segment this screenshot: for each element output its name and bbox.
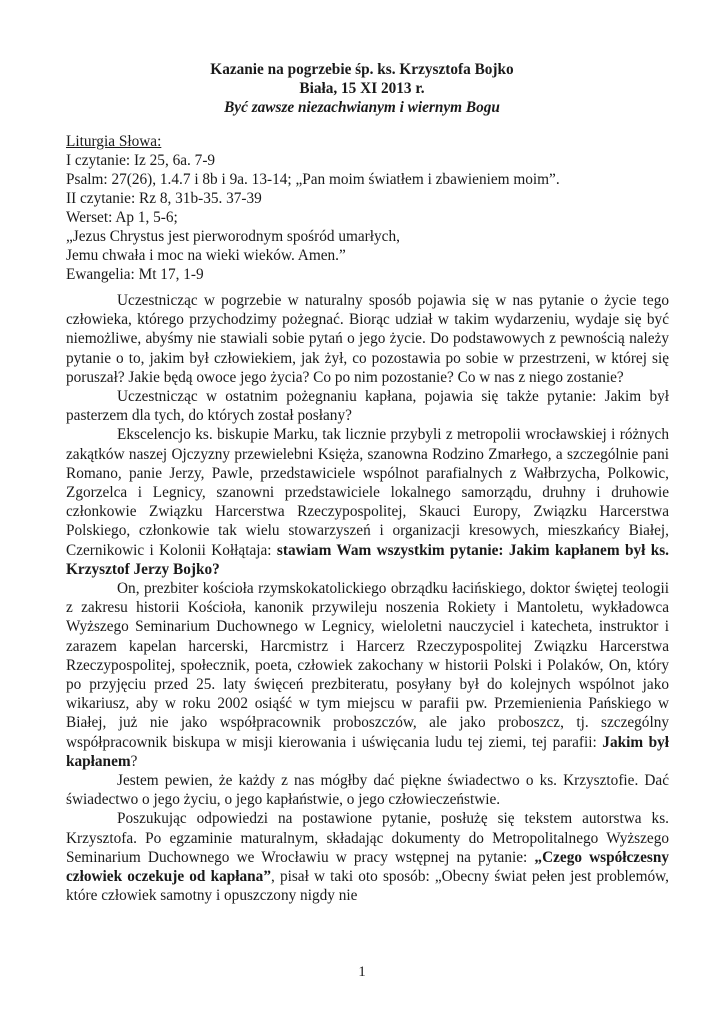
verse-quote-line-1: „Jezus Chrystus jest pierworodnym spośród umarłych,	[66, 228, 400, 245]
verse: Werset: Ap 1, 5-6;	[66, 209, 178, 226]
paragraph-6-quote-title: „Czego współczesny człowiek oczekuje od kapłana”	[66, 848, 669, 886]
psalm: Psalm: 27(26), 1.4.7 i 8b i 9a. 13-14; „Pan moim światłem i zbawieniem moim”.	[66, 171, 560, 188]
paragraph-3	[66, 425, 669, 579]
sermon-header	[0, 60, 724, 117]
paragraph-4-text: On, prezbiter kościoła rzymskokatolickiego obrządku łacińskiego, doktor świętej teologii z zakresu historii Kościoła, kanonik przywileju noszenia Rokiety i Mantoletu, wykładowca Wyższego Seminarium Duchownego w Legnicy, wieloletni nauczyciel i katecheta, instruktor i zarazem kapelan harcerski, Harcmistrz i Harcerz Rzeczypospolitej Związku Harcerstwa Rzeczypospolitej, społecznik, poeta, człowiek zakochany w historii Polski i Polaków, On, który po przyjęciu przed 25. laty święceń prezbiteratu, posyłany był do kolejnych wspólnot jako wikariusz, aby w roku 2002 osiąść w tym miejscu w parafii pw. Przemienienia Pańskiego w Białej, już nie jako współpracownik proboszczów, ale jako proboszcz, tj. szczególny współpracownik biskupa w misji kierowania i uświęcania ludu tej ziemi, tej parafii:	[66, 580, 669, 751]
paragraph-1: Uczestnicząc w pogrzebie w naturalny sposób pojawia się w nas pytanie o życie tego człowieka, którego przychodzimy pożegnać. Biorąc udział w takim wydarzeniu, wydaje się być niemożliwe, abyśmy nie stawiali sobie pytań o jego życie. Do podstawowych z pewnością należy pytanie o to, jakim był człowiekiem, jak żył, co pozostawia po sobie w przestrzeni, w której się poruszał? Jakie będą owoce jego życia? Co po nim pozostanie? Co w nas z niego zostanie?	[66, 292, 669, 386]
liturgy-section	[66, 132, 676, 284]
paragraph-6-text: Poszukując odpowiedzi na postawione pytanie, posłużę się tekstem autorstwa ks. Krzysztofa. Po egzaminie maturalnym, składając dokumenty do Metropolitalnego Wyższego Seminarium Duchownego we Wrocławiu w pracy wstępnej na pytanie:	[66, 810, 669, 866]
place-date: Biała, 15 XI 2013 r.	[299, 80, 425, 97]
paragraph-4-question: Jakim był kapłanem	[66, 733, 670, 770]
paragraph-6-end: , pisał w taki oto sposób: „Obecny świat pełen jest problemów, które człowiek samotny i opuszczony nigdy nie	[66, 868, 669, 905]
paragraph-3-question: stawiam Wam wszystkim pytanie: Jakim kapłanem był ks. Krzysztof Jerzy Bojko?	[66, 541, 670, 578]
verse-quote-line-2: Jemu chwała i moc na wieki wieków. Amen.”	[66, 247, 346, 264]
paragraph-2: Uczestnicząc w ostatnim pożegnaniu kapłana, pojawia się także pytanie: Jakim był pasterzem dla tych, do których został posłany?	[66, 388, 669, 425]
second-reading: II czytanie: Rz 8, 31b-35. 37-39	[66, 190, 262, 207]
paragraph-4	[66, 579, 669, 771]
paragraph-6	[66, 809, 669, 905]
page-number: 1	[358, 964, 366, 980]
sermon-body	[66, 291, 669, 906]
sermon-motto: Być zawsze niezachwianym i wiernym Bogu	[224, 99, 500, 116]
paragraph-4-end: ?	[130, 752, 138, 770]
sermon-title: Kazanie na pogrzebie śp. ks. Krzysztofa Bojko	[210, 61, 514, 78]
paragraph-3-text: Ekscelencjo ks. biskupie Marku, tak licznie przybyli z metropolii wrocławskiej i różnych zakątków naszej Ojczyzny przewielebni Księża, szanowna Rodzino Zmarłego, a szczególnie pani Romano, panie Jerzy, Pawle, przedstawiciele wspólnot parafialnych z Wałbrzycha, Polkowic, Zgorzelca i Legnicy, szanowni przedstawiciele lokalnego samorządu, druhny i druhowie członkowie Związku Harcerstwa Rzeczypospolitej, Skauci Europy, Związku Harcerstwa Polskiego, członkowie tak wielu stowarzyszeń i organizacji kresowych, mieszkańcy Białej, Czernikowic i Kolonii Kołłątaja:	[66, 426, 669, 559]
first-reading: I czytanie: Iz 25, 6a. 7-9	[66, 152, 216, 169]
gospel: Ewangelia: Mt 17, 1-9	[66, 266, 204, 283]
paragraph-5: Jestem pewien, że każdy z nas mógłby dać piękne świadectwo o ks. Krzysztofie. Dać świadectwo o jego życiu, o jego kapłaństwie, o jego człowieczeństwie.	[66, 772, 669, 809]
liturgy-heading: Liturgia Słowa:	[66, 133, 162, 150]
